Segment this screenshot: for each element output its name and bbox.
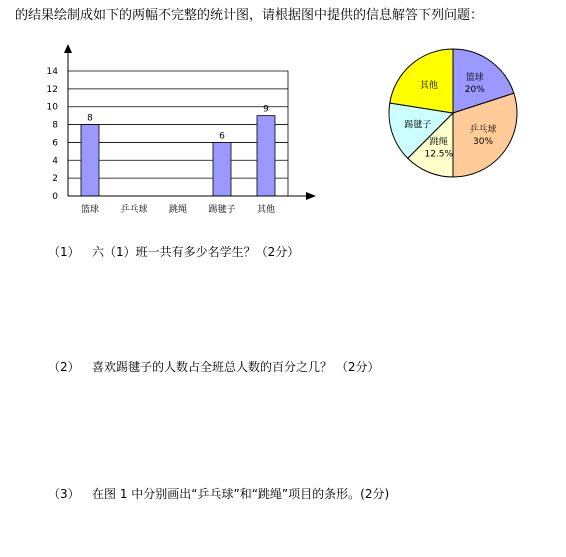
bar-value-label: 9 xyxy=(263,104,269,115)
y-tick-label: 6 xyxy=(52,138,58,149)
y-tick-label: 2 xyxy=(52,174,58,185)
question-text: 在图 1 中分别画出“乒乓球”和“跳绳”项目的条形。(2分) xyxy=(92,487,390,501)
y-tick-label: 14 xyxy=(46,67,58,77)
bar-value-label: 8 xyxy=(87,113,93,124)
pie-slice-label: 踢毽子 xyxy=(404,120,432,131)
bar-5 xyxy=(257,116,275,196)
pie-chart xyxy=(378,40,528,195)
intro-text: 的结果绘制成如下的两幅不完整的统计图，请根据图中提供的信息解答下列问题： xyxy=(15,8,484,23)
pie-slice-label: 乒乓球 xyxy=(469,124,497,135)
bar-4 xyxy=(213,142,231,196)
x-tick-label: 其他 xyxy=(256,205,276,215)
pie-slice-label: 30% xyxy=(473,136,494,147)
x-tick-label: 跳绳 xyxy=(168,205,188,215)
pie-slice-label: 20% xyxy=(464,84,485,95)
y-axis-arrow xyxy=(64,44,72,53)
pie-slice-label: 篮球 xyxy=(465,72,484,83)
question-number: （1） xyxy=(48,245,80,259)
pie-slice-label: 其他 xyxy=(419,80,438,91)
y-tick-label: 12 xyxy=(46,84,58,95)
bar-1 xyxy=(81,125,99,196)
y-tick-label: 0 xyxy=(52,192,58,202)
y-tick-label: 10 xyxy=(46,102,58,113)
x-tick-label: 踢毽子 xyxy=(208,205,236,215)
question-number: （2） xyxy=(48,360,80,374)
x-tick-label: 乒乓球 xyxy=(120,205,148,215)
question-text: 喜欢踢毽子的人数占全班总人数的百分之几？ （2分） xyxy=(92,360,380,374)
bar-chart xyxy=(40,40,340,230)
question-text: 六（1）班一共有多少名学生？（2分） xyxy=(92,245,300,259)
x-tick-label: 篮球 xyxy=(80,205,100,215)
x-axis-arrow xyxy=(306,192,316,200)
pie-slice-label: 12.5% xyxy=(424,149,454,160)
question-number: （3） xyxy=(48,487,80,501)
y-tick-label: 8 xyxy=(52,120,58,131)
y-tick-label: 4 xyxy=(52,156,58,167)
bar-value-label: 6 xyxy=(219,131,225,142)
pie-slice-label: 跳绳 xyxy=(429,137,448,148)
